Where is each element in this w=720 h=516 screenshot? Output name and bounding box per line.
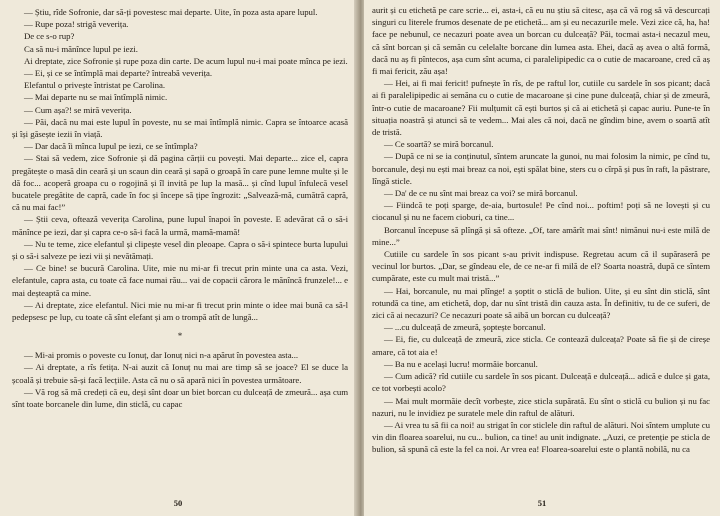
- paragraph: — Dar dacă îi mînca lupul pe iezi, ce se întîmpla?: [24, 141, 198, 152]
- paragraph: Borcanul începuse să plîngă și să ofteze. „Of, tare amărît mai sînt! nimănui nu-i este milă de mine...”: [372, 224, 710, 247]
- paragraph: Cutiile cu sardele în sos picant s-au privit indispuse. Regretau acum că il supăraseră pe vecinul lor burtos. „Dar, se gîndeau ele, de ce ne-ar fi milă de el? Soarta noastră, după ce sîntem cumpărate, este cu mult mai tristă...”: [372, 249, 710, 284]
- left-page-text-top: [12, 6, 348, 323]
- paragraph: Ca să nu-i mănînce lupul pe iezi.: [24, 43, 138, 54]
- paragraph: — Păi, dacă nu mai este lupul în poveste, nu se mai întîmplă nimic. Capra se întoarce acasă și își găsește iezii în viață.: [12, 116, 348, 140]
- paragraph: Elefantul o privește întristat pe Carolina.: [24, 80, 166, 91]
- paragraph: — După ce ni se ia conținutul, sîntem aruncate la gunoi, nu mai folosim la nimic, pe cînd tu, borcanule, deși nu ești mai breaz ca noi, ești spălat bine, sters cu o cîrpă și pus în raft, la păstrare, lîngă sticle.: [372, 151, 710, 186]
- paragraph: — Ce soartă? se miră borcanul.: [384, 139, 494, 150]
- paragraph: — Mi-ai promis o poveste cu Ionuț, dar Ionuț nici n-a apărut în povestea asta...: [24, 350, 299, 361]
- paragraph: — Știi ceva, oftează veverița Carolina, pune lupul înapoi în poveste. E adevărat că o să-i mănînce pe iezi, dar și capra ce-o să-i facă la urmă, mamă-mamă!: [12, 214, 348, 237]
- paragraph: — Ai dreptate, a rîs fetița. N-ai auzit că Ionuț nu mai are timp să se joace? El se duce la școală și trebuie să-și facă lecțiile. Asta că nu o să apară nici în povestea următoare.: [12, 362, 348, 385]
- paragraph: — Nu te teme, zice elefantul și clipește vesel din pleoape. Capra o să-i spintece burta lupului și o să-i salveze pe iezi vii și nevătămați.: [12, 238, 348, 262]
- paragraph: — Ba nu e același lucru! mormăie borcanul.: [384, 358, 538, 369]
- paragraph: — Hai, borcanule, nu mai plînge! a șoptit o sticlă de bulion. Uite, și eu sînt din sticlă, sînt rotundă ca tine, am etichetă, dop, dar nu sînt tristă din cauza asta. În definitiv, tu de ce suferi, de zici că ai necazuri? Ce necazuri poate să aibă un borcan cu dulceață?: [372, 285, 710, 321]
- paragraph: — Ei, fie, cu dulceață de zmeură, zice sticla. Ce contează dulceața? Poate să fie și de cireșe amare, că tot aia e!: [372, 334, 710, 357]
- paragraph: — Cum adică? rîd cutiile cu sardele în sos picant. Dulceață e dulceață... adică e dulce și gata, ce tot vorbești acolo?: [372, 371, 710, 394]
- paragraph: — Ai dreptate, zice elefantul. Nici mie nu mi-ar fi trecut prin minte o idee mai bună ca să-l pedepsesc pe lup, cu toate că sînt elefant și am o trompă atît de lungă...: [12, 299, 348, 323]
- paragraph: — Mai departe nu se mai întîmplă nimic.: [24, 92, 168, 103]
- paragraph: — Fiindcă te poți sparge, de-aia, burtosule! Pe cînd noi... poftim! poți să ne lovești și cu ciocanul și nu ne facem cioburi, ca tine...: [372, 200, 710, 223]
- paragraph: Ai dreptate, zice Sofronie și rupe poza din carte. De acum lupul nu-i mai poate mînca pe iezi.: [24, 55, 348, 66]
- left-page-text-bottom: [12, 349, 348, 410]
- paragraph: aurit și cu etichetă pe care scrie... ei, asta-i, că eu nu știu să citesc, așa că vă rog să vă descurcați singuri cu literele frumos desenate de pe etichetă... am și eu necazurile mele. Vezi zice că, ha, ha! face pe nebunul, ce necazuri poate avea un borcan cu dulceață? Păi, tocmai asta-i necazul meu, că sînt borcan și că semăn cu celelalte borcane din lumea asta. Ehei, dacă aș avea o altă formă, dacă nu aș fi pîntecos, așa cum sînt acuma, ci paralelipipedic ca o cutie de macaroane, cred că aș fi mai fericit, zău așa!: [372, 5, 710, 77]
- right-page: [364, 0, 720, 516]
- paragraph: — Ai vrea tu să fii ca noi! au strigat în cor sticlele din raftul de alături. Noi sîntem umplute cu vin din floarea soarelui, nu cu... bulion, ca tine! au unit indignate. „Auzi, ce pretenție pe sticla de bulion, să spună că este la fel ca noi. Ar vrea ea! Floarea-soarelui este o plantă nobilă, nu ca: [372, 419, 710, 455]
- page-number-right: 51: [537, 498, 547, 508]
- page-number-left: 50: [173, 498, 183, 508]
- paragraph: De ce s-o rup?: [24, 31, 75, 42]
- paragraph: — Știu, rîde Sofronie, dar să-ți povestesc mai departe. Uite, în poza asta apare lupul.: [24, 7, 318, 17]
- paragraph: — Vă rog să mă credeți că eu, deși sînt doar un biet borcan cu dulceață de zmeură... așa cum sînt toate borcanele din lume, din sticlă, cu capac: [12, 386, 348, 410]
- paragraph: — Stai să vedem, zice Sofronie și dă pagina cărții cu povești. Mai departe... zice el, capra pregătește o masă din ceară și un scaun din ceară și sapă o groapă în care pune lemne multe și le dă foc... acoperă groapa cu o rogojină și îl invită pe lup la masă... și cînd lupul înfulecă vesel bucatele pregătite de capră, cade în foc și începe să țipe îngrozit: „Salvează-mă, cumătră capră, că nu mai fac!”: [12, 153, 348, 213]
- paragraph: — Ce bine! se bucură Carolina. Uite, mie nu mi-ar fi trecut prin minte una ca asta. Vezi, elefantule, capra asta, cu toate că face numai rău... vai de copacii cărora le mănîncă frunzele!... e mai deșteaptă ca mine.: [12, 263, 348, 298]
- paragraph: — ...cu dulceață de zmeură, șoptește borcanul.: [384, 322, 546, 333]
- right-page-text: [372, 4, 710, 456]
- paragraph: — Rupe poza! strigă veverița.: [24, 19, 129, 30]
- paragraph: — Cum așa?! se miră veverița.: [24, 104, 132, 115]
- paragraph: — Da' de ce nu sînt mai breaz ca voi? se miră borcanul.: [384, 188, 578, 199]
- paragraph: — Hei, ai fi mai fericit! pufnește în rîs, de pe raftul lor, cutiile cu sardele în sos picant; dacă ai fi paralelipipedic ai semăna cu o cutie de macaroane și cine pune dulceață, chiar și de zmeură, într-o cutie de macaroane? Fii mulțumit că ești burtos și că ai etichetă și capac auriu. Pune-te în situația noastră și atunci să te vedem... Mai ales că noi, dacă ne gîndim bine, avem o soartă atît de tristă.: [372, 78, 710, 138]
- left-page: [0, 0, 356, 516]
- paragraph: — Ei, și ce se întîmplă mai departe? întreabă veverița.: [24, 68, 213, 79]
- paragraph: — Mai mult mormăie decît vorbește, zice sticla supărată. Eu sînt o sticlă cu bulion și nu fac nazuri, nu le invidiez pe suratele mele din raftul de alături.: [372, 395, 710, 418]
- section-separator: *: [177, 331, 183, 342]
